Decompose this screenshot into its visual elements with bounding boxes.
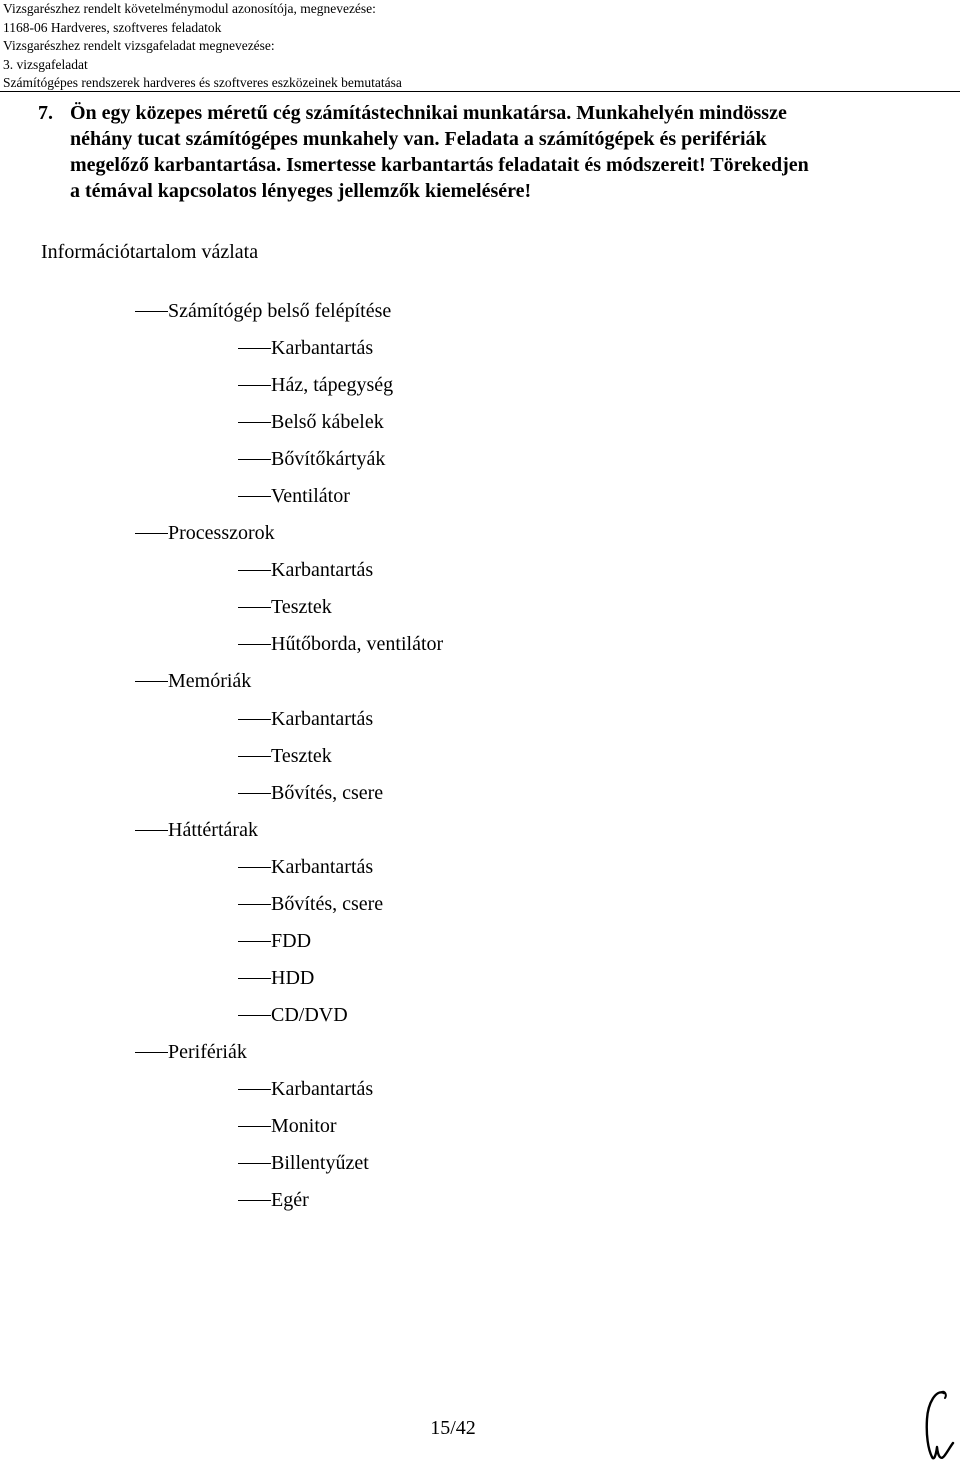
outline-subitem — [0, 780, 960, 817]
outline-section — [0, 1039, 960, 1076]
dash-bullet — [238, 719, 271, 720]
document-header — [3, 0, 953, 93]
question-line: Ön egy közepes méretű cég számítástechnikai munkatársa. Munkahelyén mindössze — [70, 102, 787, 124]
outline-subitem — [0, 965, 960, 1002]
subitem-label: Hűtőborda, ventilátor — [271, 633, 444, 656]
subitem-label: Bővítőkártyák — [271, 448, 386, 471]
outline-subitem — [0, 557, 960, 594]
dash-bullet — [238, 1200, 271, 1201]
dash-bullet — [238, 570, 271, 571]
outline-subitem — [0, 891, 960, 928]
subitem-label: Belső kábelek — [271, 411, 384, 434]
dash-bullet — [238, 756, 271, 757]
outline-subitem — [0, 594, 960, 631]
dash-bullet — [238, 904, 271, 905]
question-number: 7. — [38, 102, 53, 124]
header-line: Vizsgarészhez rendelt követelménymodul azonosítója, megnevezése: — [3, 1, 376, 16]
outline-title: Információtartalom vázlata — [41, 241, 259, 263]
dash-bullet — [238, 496, 271, 497]
dash-bullet — [135, 830, 168, 831]
outline-subitem — [0, 1002, 960, 1039]
question-line: a témával kapcsolatos lényeges jellemzők kiemelésére! — [70, 180, 532, 202]
header-line: 3. vizsgafeladat — [3, 56, 88, 72]
subitem-label: HDD — [271, 966, 315, 989]
outline-subitem — [0, 446, 960, 483]
outline-subitem — [0, 1150, 960, 1187]
dash-bullet — [238, 1015, 271, 1016]
section-label: Memóriák — [168, 670, 252, 693]
subitem-label: Ház, tápegység — [271, 374, 394, 397]
outline-subitem — [0, 1187, 960, 1224]
question-line: megelőző karbantartása. Ismertesse karbantartás feladatait és módszereit! Törekedjen — [70, 154, 809, 176]
outline-section — [0, 668, 960, 705]
outline-subitem — [0, 335, 960, 372]
dash-bullet — [238, 793, 271, 794]
question-text — [70, 100, 918, 204]
subitem-label: Karbantartás — [271, 707, 374, 730]
header-line: 1168-06 Hardveres, szoftveres feladatok — [3, 19, 222, 35]
outline-subitem — [0, 1076, 960, 1113]
dash-bullet — [238, 978, 271, 979]
subitem-label: Karbantartás — [271, 855, 374, 878]
subitem-label: Billentyűzet — [271, 1152, 369, 1175]
outline-subitem — [0, 483, 960, 520]
subitem-label: Karbantartás — [271, 337, 374, 360]
page-number: 15/42 — [430, 1417, 476, 1439]
header-line: Vizsgarészhez rendelt vizsgafeladat megnevezése: — [3, 38, 275, 53]
outline-section — [0, 520, 960, 557]
outline-section — [0, 298, 960, 335]
section-label: Számítógép belső felépítése — [168, 300, 392, 322]
subitem-label: Tesztek — [271, 596, 332, 619]
outline-subitem — [0, 706, 960, 743]
dash-bullet — [135, 311, 168, 312]
subitem-label: FDD — [271, 929, 312, 952]
outline-subitem — [0, 743, 960, 780]
dash-bullet — [135, 681, 168, 682]
dash-bullet — [238, 422, 271, 423]
header-line: Számítógépes rendszerek hardveres és szoftveres eszközeinek bemutatása — [3, 75, 402, 90]
dash-bullet — [238, 867, 271, 868]
header-divider — [0, 91, 960, 92]
dash-bullet — [238, 607, 271, 608]
subitem-label: Karbantartás — [271, 559, 374, 582]
dash-bullet — [135, 533, 168, 534]
section-label: Processzorok — [168, 522, 275, 545]
dash-bullet — [238, 1089, 271, 1090]
subitem-label: Tesztek — [271, 744, 332, 767]
dash-bullet — [238, 941, 271, 942]
signature-mark — [920, 1385, 956, 1463]
subitem-label: CD/DVD — [271, 1003, 348, 1026]
subitem-label: Karbantartás — [271, 1077, 374, 1100]
section-label: Háttértárak — [168, 818, 258, 841]
subitem-label: Egér — [271, 1189, 309, 1212]
section-label: Perifériák — [168, 1040, 247, 1063]
question-line: néhány tucat számítógépes munkahely van. Feladata a számítógépek és perifériák — [70, 128, 767, 150]
dash-bullet — [238, 459, 271, 460]
dash-bullet — [135, 1052, 168, 1053]
outline-subitem — [0, 928, 960, 965]
dash-bullet — [238, 348, 271, 349]
dash-bullet — [238, 1126, 271, 1127]
dash-bullet — [238, 385, 271, 386]
outline-subitem — [0, 854, 960, 891]
subitem-label: Ventilátor — [271, 485, 350, 508]
outline-subitem — [0, 1113, 960, 1150]
outline-subitem — [0, 409, 960, 446]
subitem-label: Monitor — [271, 1115, 337, 1138]
outline-list — [0, 298, 960, 1224]
dash-bullet — [238, 1163, 271, 1164]
subitem-label: Bővítés, csere — [271, 781, 384, 804]
outline-subitem — [0, 372, 960, 409]
dash-bullet — [238, 644, 271, 645]
outline-section — [0, 817, 960, 854]
outline-subitem — [0, 631, 960, 668]
question-block — [38, 100, 918, 204]
subitem-label: Bővítés, csere — [271, 892, 384, 915]
